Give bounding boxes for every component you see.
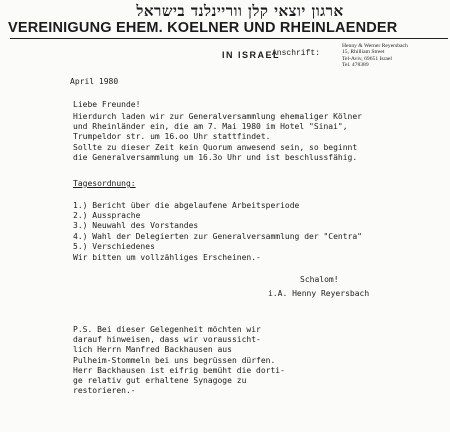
agenda-item: 5.) Verschiedenes	[73, 241, 155, 251]
ps-line: P.S. Bei dieser Gelegenheit möchten wir	[73, 325, 261, 334]
hebrew-org-name: ארגון יוצאי קלן ווריינלנד בישראל	[136, 2, 344, 20]
address-line: Tel. 478389	[342, 61, 369, 68]
ps-line: darauf hinweisen, dass wir voraussicht-	[73, 335, 261, 345]
body-line: die Generalversammlung um 16.3o Uhr und ist beschlussfähig.	[73, 152, 358, 162]
address-line: 15, Rhilliam Street	[342, 49, 385, 56]
address-line: Tel-Aviv, 69651 Israel	[342, 55, 392, 62]
letter-date: April 1980	[70, 77, 119, 86]
ps-line: ge relativ gut erhaltene Synagoge zu	[73, 376, 247, 386]
agenda-item: 4.) Wahl der Delegierten zur Generalversammlung der "Centra"	[73, 231, 362, 241]
org-location: IN ISRAEL	[222, 50, 281, 60]
agenda-list	[73, 201, 362, 252]
salutation: Liebe Freunde!	[73, 100, 141, 109]
anschrift-label: Anschrift:	[272, 49, 321, 58]
address-line: Henny & Werner Reyersbach	[342, 43, 408, 49]
greeting: Schalom!	[300, 275, 339, 284]
letter-body	[73, 112, 362, 163]
body-line: Sollte zu dieser Zeit kein Quorum anwesend sein, so beginnt	[73, 142, 358, 152]
signature: i.A. Henny Reyersbach	[268, 289, 370, 298]
ps-line: Pulheim-Stommeln bei uns begrüssen dürfen.	[73, 355, 276, 365]
ps-line: lich Herrn Manfred Backhausen aus	[73, 345, 232, 355]
closing-line: Wir bitten um vollzähliges Erscheinen.-	[73, 253, 261, 262]
ps-line: restorieren.-	[73, 386, 136, 396]
agenda-title: Tagesordnung:	[73, 179, 136, 188]
agenda-item: 1.) Bericht über die abgelaufene Arbeitsperiode	[73, 201, 300, 210]
letterhead-rule	[10, 38, 448, 39]
ps-line: Herr Backhausen ist eifrig bemüht die dorti-	[73, 365, 285, 375]
postscript	[73, 325, 285, 396]
body-line: Hierdurch laden wir zur Generalversammlung ehemaliger Kölner	[73, 112, 362, 121]
org-name: VEREINIGUNG EHEM. KOELNER UND RHEINLAENDER	[8, 20, 398, 36]
address-block	[342, 43, 408, 68]
agenda-item: 2.) Aussprache	[73, 211, 141, 221]
agenda-item: 3.) Neuwahl des Vorstandes	[73, 221, 199, 231]
body-line: Trumpeldor str. um 16.oo Uhr stattfindet.	[73, 132, 271, 142]
body-line: und Rheinländer ein, die am 7. Mai 1980 im Hotel "Sinai",	[73, 122, 348, 132]
